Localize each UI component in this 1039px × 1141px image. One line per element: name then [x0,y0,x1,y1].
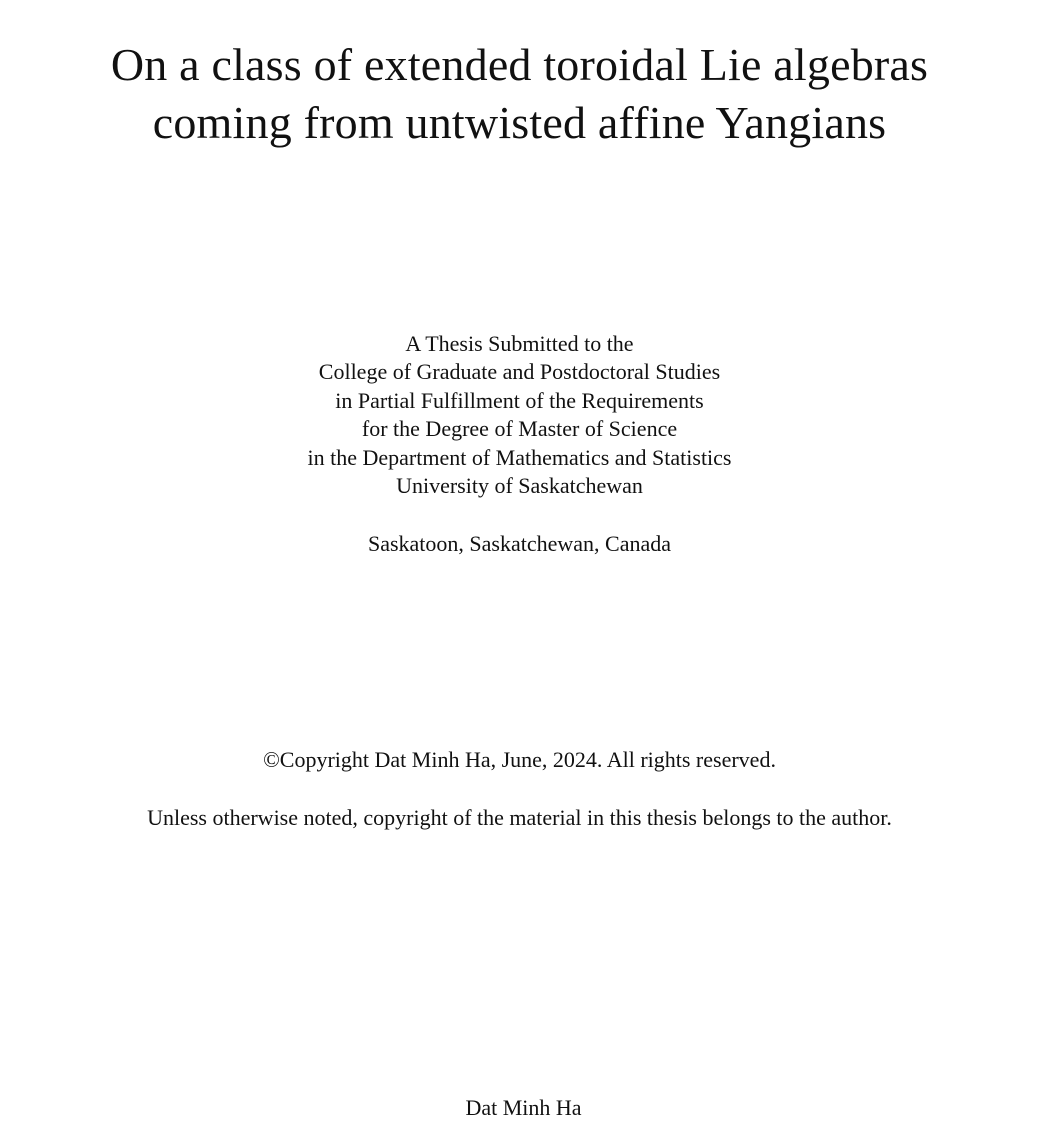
copyright-statement: ©Copyright Dat Minh Ha, June, 2024. All rights reserved. [263,747,776,772]
submission-statement [0,330,1039,500]
submission-line: in Partial Fulfillment of the Requirements [335,387,704,413]
author-name: Dat Minh Ha [465,1095,582,1120]
submission-line: A Thesis Submitted to the [405,331,634,356]
thesis-title-line-1: On a class of extended toroidal Lie algebras [110,39,929,90]
copyright-notice: Unless otherwise noted, copyright of the material in this thesis belongs to the author. [147,805,892,830]
submission-line: for the Degree of Master of Science [361,416,678,442]
thesis-title-line-2: coming from untwisted affine Yangians [152,97,887,148]
location: Saskatoon, Saskatchewan, Canada [367,531,672,556]
thesis-title [0,36,1039,152]
submission-line: College of Graduate and Postdoctoral Studies [318,359,721,385]
submission-line: University of Saskatchewan [396,473,643,499]
submission-line: in the Department of Mathematics and Statistics [307,444,732,470]
